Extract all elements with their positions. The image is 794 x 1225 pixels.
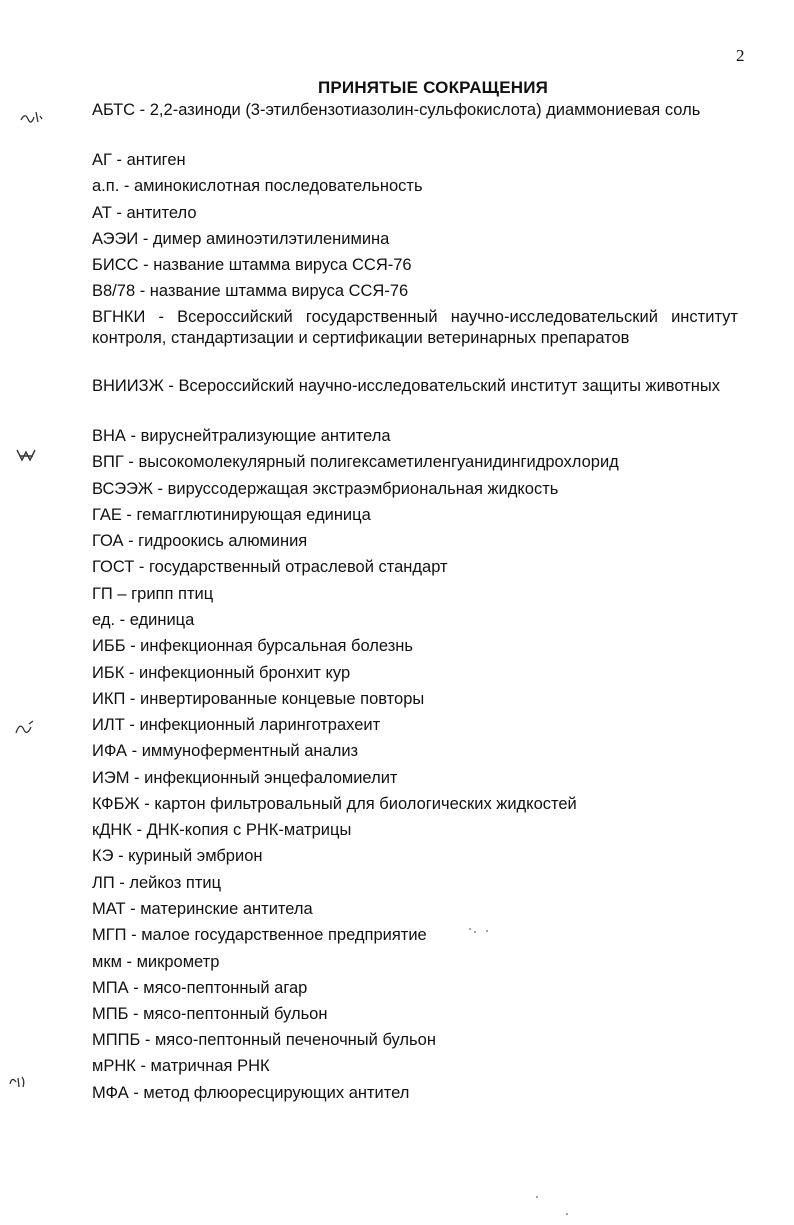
abbreviation-term: мкм <box>92 953 122 971</box>
abbreviation-entry <box>92 663 738 684</box>
abbreviation-definition: - гемагглютинирующая единица <box>121 506 371 524</box>
abbreviation-definition: – грипп птиц <box>112 585 214 603</box>
abbreviation-entry <box>92 505 738 526</box>
abbreviation-entry <box>92 610 738 631</box>
abbreviation-term: ГОА <box>92 532 124 550</box>
abbreviation-definition: - Всероссийский научно-исследовательский институт защиты животных <box>163 377 720 395</box>
margin-scribble-icon <box>14 446 38 466</box>
abbreviation-entry <box>92 689 738 710</box>
abbreviation-entry <box>92 1083 738 1104</box>
abbreviation-term: АГ <box>92 151 112 169</box>
abbreviation-definition: - мясо-пептонный агар <box>128 979 308 997</box>
abbreviation-definition: - метод флюоресцирующих антител <box>128 1084 410 1102</box>
abbreviation-definition: - антиген <box>111 151 186 169</box>
abbreviation-term: В8/78 <box>92 282 136 300</box>
abbreviation-definition: - название штамма вируса ССЯ-76 <box>135 282 409 300</box>
abbreviation-entry <box>92 741 738 762</box>
abbreviation-term: ЛП <box>92 874 115 892</box>
abbreviation-term: ВГНКИ <box>92 308 146 326</box>
abbreviation-term: МПА <box>92 979 129 997</box>
abbreviation-definition: - высокомолекулярный полигексаметиленгуанидингидрохлорид <box>123 453 619 471</box>
margin-scribble-icon <box>18 108 44 126</box>
abbreviation-term: ИЭМ <box>92 769 130 787</box>
abbreviation-definition: - 2,2-азиноди (3-этилбензотиазолин-сульфокислота) диаммониевая соль <box>135 101 701 119</box>
abbreviation-definition: - димер аминоэтилэтиленимина <box>138 230 390 248</box>
abbreviation-term: ВНА <box>92 427 126 445</box>
abbreviation-entry <box>92 952 738 973</box>
abbreviation-definition: - иммуноферментный анализ <box>127 742 359 760</box>
abbreviation-entry <box>92 899 738 920</box>
abbreviation-entry <box>92 1030 738 1051</box>
abbreviation-entry <box>92 820 738 841</box>
abbreviation-definition: - вируснейтрализующие антитела <box>125 427 391 445</box>
abbreviation-definition: - материнские антитела <box>125 900 313 918</box>
abbreviation-term: АЭЭИ <box>92 230 139 248</box>
abbreviation-term: АБТС <box>92 101 136 119</box>
abbreviation-term: ед. <box>92 611 116 629</box>
abbreviation-term: кДНК <box>92 821 132 839</box>
abbreviation-definition: - инфекционный энцефаломиелит <box>129 769 398 787</box>
abbreviation-term: ИБК <box>92 664 125 682</box>
abbreviation-definition: - государственный отраслевой стандарт <box>134 558 448 576</box>
margin-scribble-icon <box>6 1072 30 1092</box>
abbreviation-term: БИСС <box>92 256 139 274</box>
scan-speck <box>469 928 471 930</box>
abbreviation-entry <box>92 557 738 578</box>
abbreviation-entry <box>92 229 738 250</box>
abbreviation-definition: - мясо-пептонный бульон <box>128 1005 328 1023</box>
abbreviation-definition: - название штамма вируса ССЯ-76 <box>138 256 412 274</box>
abbreviation-entry <box>92 978 738 999</box>
abbreviation-entry <box>92 636 738 657</box>
abbreviation-entry <box>92 768 738 789</box>
page-title: ПРИНЯТЫЕ СОКРАЩЕНИЯ <box>317 78 549 97</box>
abbreviation-entry <box>92 846 738 867</box>
abbreviation-term: МПБ <box>92 1005 129 1023</box>
abbreviation-definition: - единица <box>115 611 195 629</box>
abbreviation-term: ВСЭЭЖ <box>92 480 153 498</box>
abbreviation-term: АТ <box>92 204 112 222</box>
abbreviation-definition: - аминокислотная последовательность <box>119 177 423 195</box>
abbreviation-term: а.п. <box>92 177 120 195</box>
abbreviation-entry <box>92 203 738 224</box>
abbreviation-entry <box>92 376 738 397</box>
abbreviation-definition: - инвертированные концевые повторы <box>125 690 425 708</box>
abbreviation-term: ВПГ <box>92 453 124 471</box>
abbreviation-entry <box>92 426 738 447</box>
abbreviation-term: ВНИИЗЖ <box>92 377 164 395</box>
abbreviation-term: МППБ <box>92 1031 141 1049</box>
abbreviation-term: МАТ <box>92 900 126 918</box>
page-number: 2 <box>736 46 745 65</box>
abbreviation-term: мРНК <box>92 1057 136 1075</box>
abbreviation-entry <box>92 100 738 121</box>
abbreviation-entry <box>92 307 738 349</box>
abbreviation-entry <box>92 150 738 171</box>
abbreviation-entry <box>92 794 738 815</box>
abbreviation-definition: - картон фильтровальный для биологических жидкостей <box>139 795 577 813</box>
abbreviation-entry <box>92 715 738 736</box>
abbreviation-term: ГОСТ <box>92 558 135 576</box>
abbreviation-term: ИББ <box>92 637 126 655</box>
abbreviation-entry <box>92 255 738 276</box>
abbreviation-term: ИФА <box>92 742 128 760</box>
abbreviation-entry <box>92 531 738 552</box>
abbreviation-definition: - антитело <box>111 204 197 222</box>
scan-speck <box>486 930 488 932</box>
abbreviation-entry <box>92 281 738 302</box>
abbreviation-entry <box>92 925 738 946</box>
margin-scribble-icon <box>12 718 36 738</box>
abbreviation-definition: - микрометр <box>121 953 220 971</box>
abbreviation-definition: - лейкоз птиц <box>114 874 222 892</box>
abbreviation-term: ИЛТ <box>92 716 125 734</box>
abbreviation-definition: - куриный эмбрион <box>113 847 263 865</box>
abbreviation-term: КЭ <box>92 847 114 865</box>
abbreviation-term: ГАЕ <box>92 506 122 524</box>
abbreviation-entry <box>92 1004 738 1025</box>
abbreviation-definition: - матричная РНК <box>135 1057 270 1075</box>
scan-speck <box>474 931 476 933</box>
abbreviation-term: МФА <box>92 1084 129 1102</box>
abbreviation-entry <box>92 873 738 894</box>
scan-speck <box>536 1196 538 1198</box>
abbreviation-term: КФБЖ <box>92 795 140 813</box>
abbreviation-definition: - ДНК-копия с РНК-матрицы <box>131 821 352 839</box>
abbreviation-term: ИКП <box>92 690 126 708</box>
abbreviation-definition: - инфекционная бурсальная болезнь <box>125 637 414 655</box>
abbreviation-definition: - инфекционный бронхит кур <box>124 664 351 682</box>
abbreviation-entry <box>92 584 738 605</box>
abbreviation-entry <box>92 452 738 473</box>
abbreviation-definition: - гидроокись алюминия <box>123 532 308 550</box>
abbreviation-term: ГП <box>92 585 113 603</box>
abbreviation-entry <box>92 1056 738 1077</box>
abbreviation-definition: - малое государственное предприятие <box>126 926 427 944</box>
scan-speck <box>566 1213 568 1215</box>
abbreviation-definition: - Всероссийский государственный научно-исследовательский институт контроля, стандартизации и сертификации ветеринарных препаратов <box>92 308 738 347</box>
abbreviation-entry <box>92 176 738 197</box>
abbreviation-definition: - мясо-пептонный печеночный бульон <box>140 1031 436 1049</box>
abbreviation-entry <box>92 479 738 500</box>
abbreviation-term: МГП <box>92 926 127 944</box>
abbreviation-definition: - вируссодержащая экстраэмбриональная жидкость <box>152 480 559 498</box>
abbreviation-definition: - инфекционный ларинготрахеит <box>124 716 381 734</box>
